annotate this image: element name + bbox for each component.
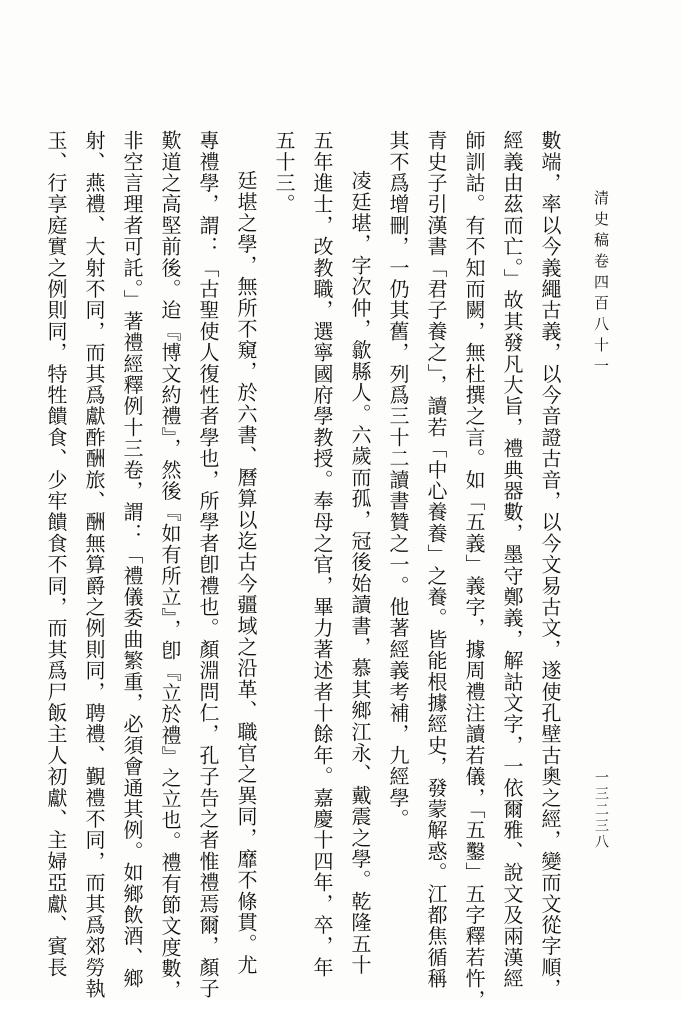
text-column: 歎道之高堅前後。迨『博文約禮』，然後『如有所立』，卽『立於禮』之立也。禮有節文度數， bbox=[158, 130, 182, 1001]
text-column: 凌廷堪，字次仲，歙縣人。六歲而孤，冠後始讀書，慕其鄉江永、戴震之學。乾隆五十 bbox=[348, 170, 372, 976]
running-header-title: 清史稿卷四百八十一 bbox=[592, 190, 610, 379]
text-column: 其不爲增刪，一仍其舊，列爲三十二讀書贊之一。他著經義考補，九經學。 bbox=[386, 130, 410, 830]
text-column: 青史子引漢書「君子養之」，讀若「中心養養」之養。皆能根據經史，發蒙解惑。江都焦循稱 bbox=[424, 130, 448, 990]
text-column: 數端，率以今義繩古義，以今音證古音，以今文易古文，遂使孔壁古奧之經，變而文從字順， bbox=[538, 130, 562, 1000]
text-column: 廷堪之學，無所不窺，於六書、曆算以迄古今疆域之沿革、職官之異同，靡不條貫。尤 bbox=[234, 170, 258, 976]
text-column: 玉、行享庭實之例則同，特牲饋食、少牢饋食不同，而其爲尸飯主人初獻、主婦亞獻、賓長 bbox=[44, 130, 68, 978]
text-column: 五十三。 bbox=[272, 130, 296, 215]
text-column: 師訓詁。有不知而闕，無杜撰之言。如「五義」義字，據周禮注讀若儀，「五鑿」五字釋若忤， bbox=[462, 130, 486, 1010]
text-column: 射、燕禮、大射不同，而其爲獻酢酬旅、酬無算爵之例則同，聘禮、覲禮不同，而其爲郊勞執 bbox=[82, 130, 106, 1000]
text-column: 五年進士，改教職，選寧國府學教授。奉母之官，畢力著述者十餘年。嘉慶十四年，卒，年 bbox=[310, 130, 334, 978]
page-number: 一三二三八 bbox=[593, 770, 609, 850]
text-column: 經義由茲而亡。」故其發凡大旨，禮典器數，墨守鄭義，解詁文字，一依爾雅、說文及兩漢經 bbox=[500, 130, 524, 990]
text-column: 專禮學，謂：「古聖使人復性者學也，所學者卽禮也。顏淵問仁，孔子告之者惟禮焉爾，顏子 bbox=[196, 130, 220, 1000]
text-column: 非空言理者可託。」著禮經釋例十三卷，謂：「禮儀委曲繁重，必須會通其例。如鄉飲酒、鄉 bbox=[120, 130, 144, 990]
